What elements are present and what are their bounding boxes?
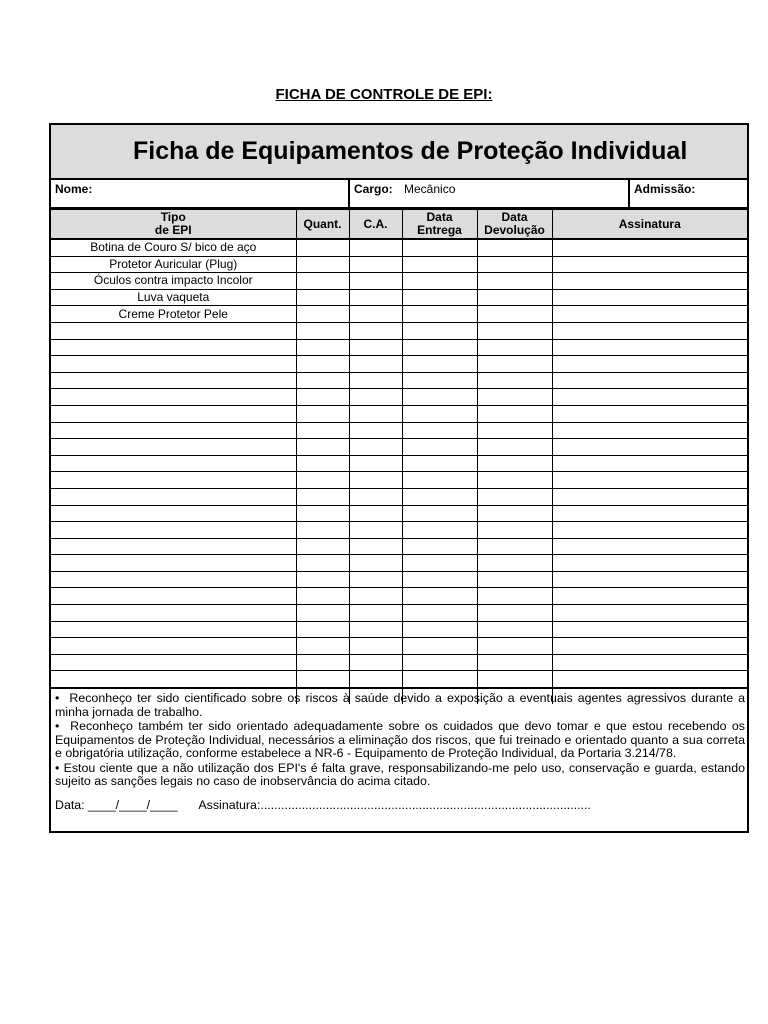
cell-assinatura[interactable] (552, 555, 747, 572)
cell-data-devolucao[interactable] (477, 372, 552, 389)
cell-data-devolucao[interactable] (477, 306, 552, 323)
cargo-field[interactable] (348, 180, 628, 207)
cell-ca[interactable] (349, 322, 402, 339)
cell-ca[interactable] (349, 654, 402, 671)
cell-quant[interactable] (296, 538, 349, 555)
declaration-bullet-1: • Reconheço ter sido cientificado sobre os riscos à saúde devido a exposição a eventuais agentes agressivos durante a minha jornada de trabalho. (55, 691, 746, 719)
cell-quant[interactable] (296, 472, 349, 489)
cell-data-devolucao[interactable] (477, 389, 552, 406)
cell-data-entrega[interactable] (402, 538, 477, 555)
table-row (51, 488, 747, 505)
cell-assinatura[interactable] (552, 588, 747, 605)
cell-tipo-epi[interactable] (51, 605, 296, 622)
cell-data-devolucao[interactable] (477, 671, 552, 688)
cell-data-devolucao[interactable] (477, 322, 552, 339)
cell-data-entrega[interactable] (402, 439, 477, 456)
cell-tipo-epi[interactable] (51, 488, 296, 505)
cell-quant[interactable] (296, 671, 349, 688)
cell-tipo-epi[interactable]: Protetor Auricular (Plug) (51, 256, 296, 273)
cell-quant[interactable] (296, 239, 349, 256)
cell-tipo-epi[interactable] (51, 588, 296, 605)
cell-data-entrega[interactable] (402, 588, 477, 605)
cell-quant[interactable] (296, 322, 349, 339)
cell-data-entrega[interactable] (402, 654, 477, 671)
cell-tipo-epi[interactable]: Óculos contra impacto Incolor (51, 273, 296, 290)
cell-quant[interactable] (296, 621, 349, 638)
table-row (51, 538, 747, 555)
cell-data-devolucao[interactable] (477, 422, 552, 439)
cell-data-devolucao[interactable] (477, 455, 552, 472)
cell-assinatura[interactable] (552, 389, 747, 406)
header-tipo-line1: Tipo (160, 210, 186, 224)
cell-data-devolucao[interactable] (477, 488, 552, 505)
cell-data-entrega[interactable] (402, 405, 477, 422)
header-assinatura: Assinatura (552, 210, 747, 240)
cell-assinatura[interactable] (552, 671, 747, 688)
admissao-field[interactable] (628, 180, 747, 207)
cell-quant[interactable] (296, 455, 349, 472)
cell-ca[interactable] (349, 588, 402, 605)
cargo-label: Cargo: (354, 182, 393, 196)
table-row (51, 588, 747, 605)
cell-data-devolucao[interactable] (477, 472, 552, 489)
cell-assinatura[interactable] (552, 488, 747, 505)
cell-data-entrega[interactable] (402, 605, 477, 622)
cell-tipo-epi[interactable] (51, 389, 296, 406)
cell-tipo-epi[interactable] (51, 322, 296, 339)
cell-ca[interactable] (349, 488, 402, 505)
cell-assinatura[interactable] (552, 273, 747, 290)
cell-ca[interactable] (349, 472, 402, 489)
cell-quant[interactable] (296, 339, 349, 356)
table-row (51, 405, 747, 422)
cell-ca[interactable] (349, 538, 402, 555)
cell-assinatura[interactable] (552, 372, 747, 389)
cell-ca[interactable] (349, 339, 402, 356)
cell-data-entrega[interactable] (402, 455, 477, 472)
cell-ca[interactable] (349, 621, 402, 638)
cell-data-devolucao[interactable] (477, 256, 552, 273)
cell-assinatura[interactable] (552, 538, 747, 555)
form-title: Ficha de Equipamentos de Proteção Individual (133, 137, 688, 165)
declaration-bullet-3: • Estou ciente que a não utilização dos EPI's é falta grave, responsabilizando-me pelo uso, conservação e guarda, estando sujeito as sanções legais no caso de inobservância do acima citado. (55, 760, 745, 788)
cell-tipo-epi[interactable]: Luva vaqueta (51, 289, 296, 306)
header-devolucao-line1: Data (501, 210, 528, 224)
cell-data-entrega[interactable] (402, 571, 477, 588)
cell-tipo-epi[interactable] (51, 455, 296, 472)
cell-data-devolucao[interactable] (477, 571, 552, 588)
cell-assinatura[interactable] (552, 605, 747, 622)
date-field[interactable]: Data: ____/____/____ (55, 797, 178, 812)
cell-quant[interactable] (296, 422, 349, 439)
cell-quant[interactable] (296, 439, 349, 456)
cell-data-entrega[interactable] (402, 306, 477, 323)
table-row (51, 273, 747, 290)
cell-assinatura[interactable] (552, 621, 747, 638)
table-row (51, 239, 747, 256)
table-row (51, 621, 747, 638)
table-row (51, 372, 747, 389)
cell-tipo-epi[interactable] (51, 405, 296, 422)
cell-data-devolucao[interactable] (477, 654, 552, 671)
cell-assinatura[interactable] (552, 422, 747, 439)
cell-assinatura[interactable] (552, 306, 747, 323)
cell-tipo-epi[interactable] (51, 621, 296, 638)
table-row (51, 555, 747, 572)
cell-data-devolucao[interactable] (477, 439, 552, 456)
cell-quant[interactable] (296, 654, 349, 671)
epi-form (49, 123, 749, 833)
cell-data-devolucao[interactable] (477, 356, 552, 373)
cell-data-entrega[interactable] (402, 322, 477, 339)
cell-assinatura[interactable] (552, 439, 747, 456)
table-row (51, 455, 747, 472)
cell-data-entrega[interactable] (402, 239, 477, 256)
cell-tipo-epi[interactable]: Creme Protetor Pele (51, 306, 296, 323)
table-row (51, 505, 747, 522)
header-quant: Quant. (296, 210, 349, 240)
cell-assinatura[interactable] (552, 472, 747, 489)
cell-assinatura[interactable] (552, 339, 747, 356)
cell-tipo-epi[interactable] (51, 472, 296, 489)
header-entrega-line1: Data (426, 210, 453, 224)
cell-quant[interactable] (296, 289, 349, 306)
cell-data-entrega[interactable] (402, 505, 477, 522)
table-row (51, 322, 747, 339)
header-data-devolucao (477, 210, 552, 240)
table-row (51, 289, 747, 306)
admissao-label: Admissão: (634, 182, 696, 196)
cell-data-devolucao[interactable] (477, 239, 552, 256)
cell-data-entrega[interactable] (402, 372, 477, 389)
header-tipo-line2: de EPI (154, 223, 192, 237)
cell-data-devolucao[interactable] (477, 289, 552, 306)
cell-assinatura[interactable] (552, 455, 747, 472)
cell-data-entrega[interactable] (402, 389, 477, 406)
cell-assinatura[interactable] (552, 638, 747, 655)
nome-label: Nome: (55, 182, 93, 196)
header-ca: C.A. (349, 210, 402, 240)
cell-quant[interactable] (296, 555, 349, 572)
cell-assinatura[interactable] (552, 289, 747, 306)
cell-assinatura[interactable] (552, 356, 747, 373)
cell-quant[interactable] (296, 372, 349, 389)
cell-tipo-epi[interactable] (51, 538, 296, 555)
cell-assinatura[interactable] (552, 256, 747, 273)
cell-data-entrega[interactable] (402, 256, 477, 273)
epi-table (51, 209, 747, 704)
cell-tipo-epi[interactable] (51, 571, 296, 588)
cell-quant[interactable] (296, 273, 349, 290)
cell-data-entrega[interactable] (402, 638, 477, 655)
cell-quant[interactable] (296, 522, 349, 539)
cell-quant[interactable] (296, 356, 349, 373)
cell-data-entrega[interactable] (402, 621, 477, 638)
cell-data-devolucao[interactable] (477, 522, 552, 539)
cell-quant[interactable] (296, 306, 349, 323)
cell-assinatura[interactable] (552, 654, 747, 671)
cell-assinatura[interactable] (552, 522, 747, 539)
cell-ca[interactable] (349, 522, 402, 539)
cell-quant[interactable] (296, 505, 349, 522)
cell-ca[interactable] (349, 455, 402, 472)
cell-ca[interactable] (349, 273, 402, 290)
cell-assinatura[interactable] (552, 571, 747, 588)
cell-data-entrega[interactable] (402, 273, 477, 290)
cell-ca[interactable] (349, 405, 402, 422)
cell-quant[interactable] (296, 571, 349, 588)
header-entrega-line2: Entrega (417, 223, 462, 237)
cell-quant[interactable] (296, 605, 349, 622)
table-row (51, 422, 747, 439)
cargo-value[interactable]: Mecânico (404, 182, 456, 196)
cell-ca[interactable] (349, 239, 402, 256)
cell-data-devolucao[interactable] (477, 555, 552, 572)
table-row (51, 256, 747, 273)
cell-ca[interactable] (349, 571, 402, 588)
table-row (51, 356, 747, 373)
cell-ca[interactable] (349, 671, 402, 688)
header-data-entrega (402, 210, 477, 240)
cell-data-entrega[interactable] (402, 356, 477, 373)
cell-data-devolucao[interactable] (477, 339, 552, 356)
cell-tipo-epi[interactable] (51, 339, 296, 356)
cell-assinatura[interactable] (552, 405, 747, 422)
cell-ca[interactable] (349, 555, 402, 572)
cell-tipo-epi[interactable] (51, 439, 296, 456)
cell-ca[interactable] (349, 306, 402, 323)
cell-ca[interactable] (349, 256, 402, 273)
table-header-row (51, 210, 747, 240)
form-title-band (51, 125, 747, 180)
cell-ca[interactable] (349, 422, 402, 439)
cell-ca[interactable] (349, 289, 402, 306)
cell-data-devolucao[interactable] (477, 605, 552, 622)
cell-data-devolucao[interactable] (477, 621, 552, 638)
cell-ca[interactable] (349, 389, 402, 406)
cell-data-entrega[interactable] (402, 522, 477, 539)
cell-tipo-epi[interactable]: Botina de Couro S/ bico de aço (51, 239, 296, 256)
cell-ca[interactable] (349, 605, 402, 622)
cell-tipo-epi[interactable] (51, 638, 296, 655)
table-row (51, 571, 747, 588)
cell-tipo-epi[interactable] (51, 555, 296, 572)
cell-ca[interactable] (349, 439, 402, 456)
cell-ca[interactable] (349, 372, 402, 389)
cell-data-entrega[interactable] (402, 488, 477, 505)
cell-quant[interactable] (296, 405, 349, 422)
cell-data-devolucao[interactable] (477, 638, 552, 655)
cell-data-devolucao[interactable] (477, 588, 552, 605)
nome-field[interactable] (51, 180, 348, 207)
header-devolucao-line2: Devolução (484, 223, 545, 237)
cell-data-entrega[interactable] (402, 339, 477, 356)
declaration-bullet-2: • Reconheço também ter sido orientado adequadamente sobre os cuidados que devo tomar e que estou recebendo os Equipamentos de Proteção Individual, necessários a eliminação dos riscos, que fui treinado e orientado quanto a sua correta e obrigatória utilização, conforme estabelece a NR-6 - Equipamento de Proteção Individual, da Portaria 3.214/78. (55, 719, 745, 760)
cell-assinatura[interactable] (552, 239, 747, 256)
table-row (51, 472, 747, 489)
cell-data-entrega[interactable] (402, 422, 477, 439)
cell-tipo-epi[interactable] (51, 505, 296, 522)
table-row (51, 638, 747, 655)
cell-data-devolucao[interactable] (477, 405, 552, 422)
table-row (51, 605, 747, 622)
cell-tipo-epi[interactable] (51, 372, 296, 389)
cell-tipo-epi[interactable] (51, 356, 296, 373)
table-row (51, 389, 747, 406)
cell-ca[interactable] (349, 638, 402, 655)
table-row (51, 439, 747, 456)
cell-data-devolucao[interactable] (477, 273, 552, 290)
cell-data-entrega[interactable] (402, 472, 477, 489)
header-tipo-epi (51, 210, 296, 240)
cell-tipo-epi[interactable] (51, 522, 296, 539)
table-row (51, 339, 747, 356)
cell-quant[interactable] (296, 588, 349, 605)
table-row (51, 522, 747, 539)
cell-tipo-epi[interactable] (51, 671, 296, 688)
cell-quant[interactable] (296, 389, 349, 406)
cell-quant[interactable] (296, 256, 349, 273)
signature-field[interactable]: Assinatura:................................................................................................ (198, 797, 591, 812)
cell-ca[interactable] (349, 356, 402, 373)
declaration-section (51, 687, 747, 831)
cell-data-devolucao[interactable] (477, 538, 552, 555)
table-row (51, 654, 747, 671)
cell-quant[interactable] (296, 488, 349, 505)
cell-data-entrega[interactable] (402, 671, 477, 688)
page-heading: FICHA DE CONTROLE DE EPI: (275, 86, 493, 103)
table-row (51, 671, 747, 688)
cell-data-entrega[interactable] (402, 289, 477, 306)
cell-data-devolucao[interactable] (477, 505, 552, 522)
cell-quant[interactable] (296, 638, 349, 655)
signature-line (55, 799, 745, 813)
employee-info-row (51, 180, 747, 209)
cell-assinatura[interactable] (552, 322, 747, 339)
table-row (51, 306, 747, 323)
cell-ca[interactable] (349, 505, 402, 522)
cell-data-entrega[interactable] (402, 555, 477, 572)
cell-assinatura[interactable] (552, 505, 747, 522)
cell-tipo-epi[interactable] (51, 654, 296, 671)
cell-tipo-epi[interactable] (51, 422, 296, 439)
